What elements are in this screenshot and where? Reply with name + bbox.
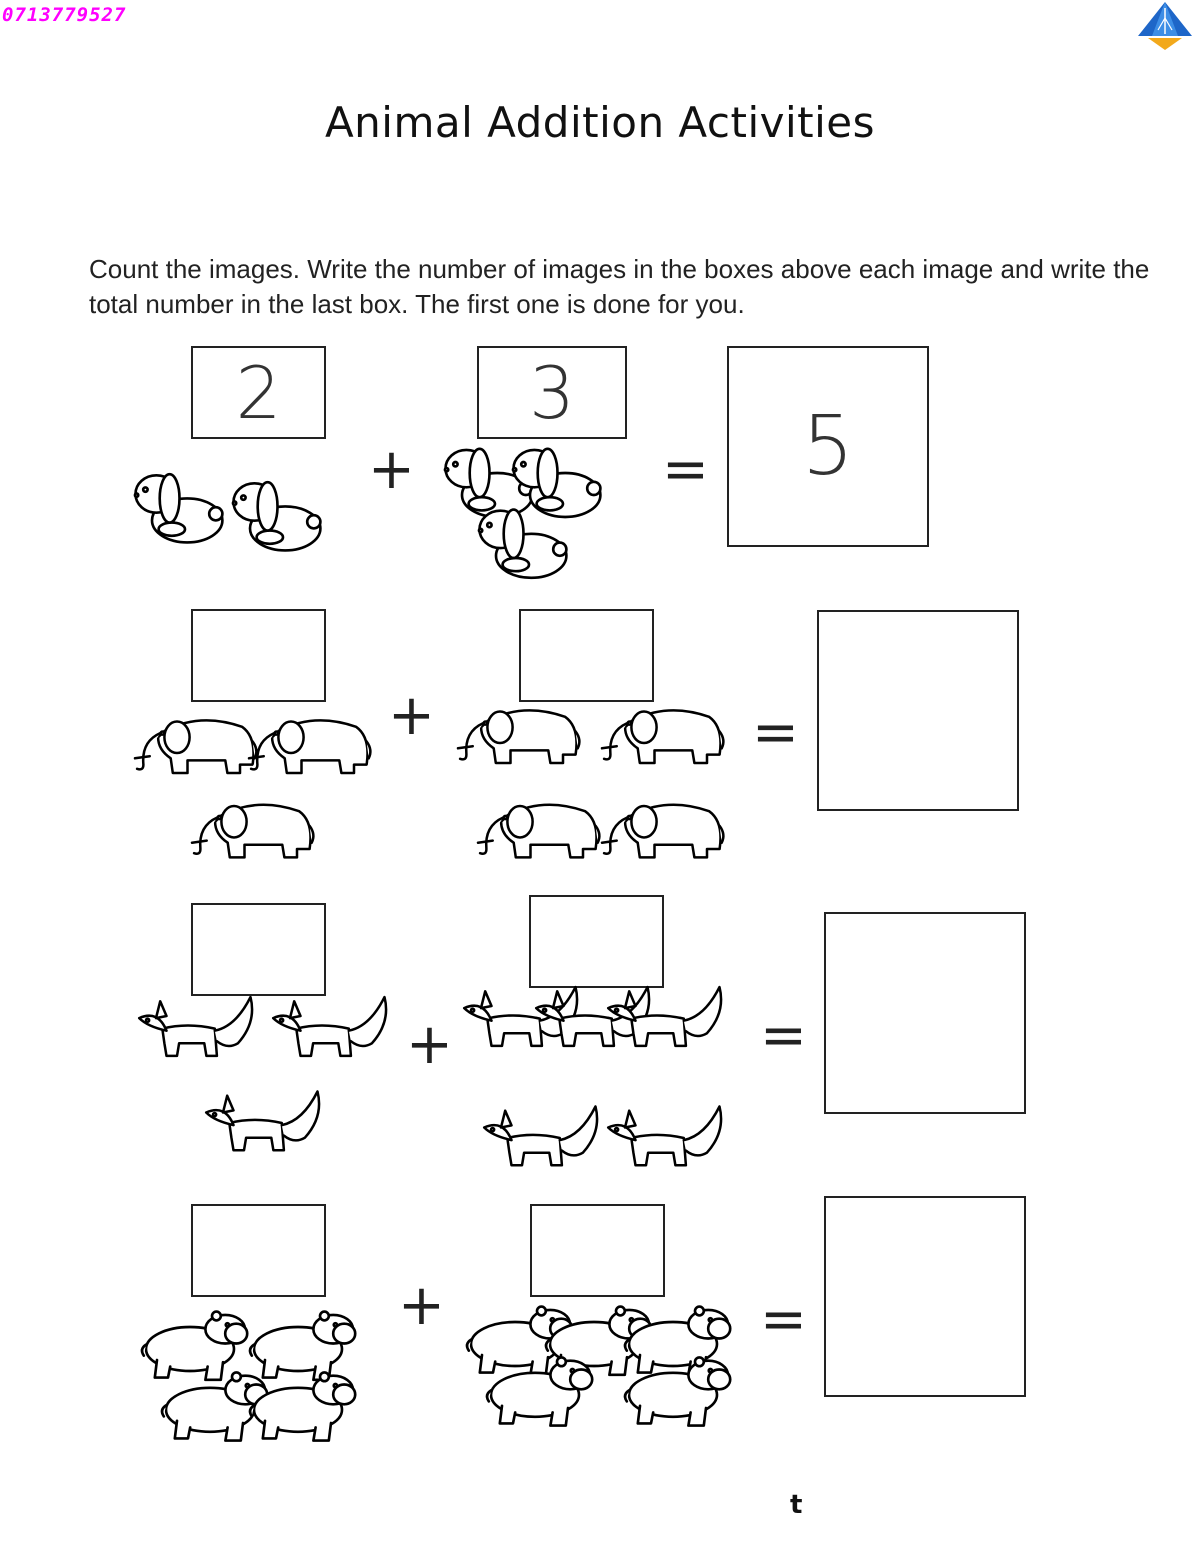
plus-sign: + — [406, 1012, 453, 1077]
answer-box-total[interactable] — [824, 912, 1026, 1114]
fox-group-right — [460, 985, 730, 1180]
hippo-figure — [142, 1312, 247, 1380]
answer-box-left[interactable] — [191, 903, 326, 996]
hippo-figure — [250, 1372, 355, 1440]
answer-box-left[interactable]: 2 — [191, 346, 326, 439]
rabbit-group-right — [440, 440, 640, 580]
elephant-group-left — [135, 710, 375, 870]
fox-figure — [484, 1107, 597, 1166]
hippo-group-right — [460, 1300, 750, 1430]
instructions-text: Count the images. Write the number of images in the boxes above each image and write the total number in the last box. The first one is done for you. — [89, 254, 1150, 319]
elephant-figure — [458, 710, 579, 763]
elephant-figure — [135, 720, 256, 773]
plus-sign: + — [368, 437, 415, 502]
fox-figure — [206, 1092, 319, 1151]
answer-box-total[interactable] — [824, 1196, 1026, 1397]
answer-box-total[interactable] — [817, 610, 1019, 811]
elephant-figure — [192, 805, 313, 858]
elephant-figure — [478, 805, 599, 858]
rabbit-group-left — [130, 440, 360, 570]
hippo-group-left — [135, 1305, 375, 1445]
elephant-group-right — [458, 700, 728, 870]
hippo-figure — [250, 1312, 355, 1380]
footer-mark: t — [790, 1490, 803, 1520]
rabbit-figure — [479, 510, 566, 578]
answer-box-left[interactable] — [191, 1204, 326, 1297]
answer-box-left[interactable] — [191, 609, 326, 702]
answer-box-total[interactable]: 5 — [727, 346, 929, 547]
elephant-figure — [249, 720, 370, 773]
fox-figure — [139, 997, 252, 1056]
fox-group-left — [135, 995, 395, 1165]
pyramid-logo-icon — [1134, 0, 1196, 54]
answer-box-right[interactable] — [529, 895, 664, 988]
answer-box-right[interactable]: 3 — [477, 346, 627, 439]
plus-sign: + — [388, 683, 435, 748]
fox-figure — [608, 1107, 721, 1166]
rabbit-figure — [233, 482, 320, 550]
plus-sign: + — [398, 1273, 445, 1338]
equals-sign: = — [760, 1003, 807, 1068]
elephant-figure — [602, 805, 723, 858]
answer-box-right[interactable] — [519, 609, 654, 702]
equals-sign: = — [752, 700, 799, 765]
equals-sign: = — [662, 437, 709, 502]
equals-sign: = — [760, 1287, 807, 1352]
rabbit-figure — [135, 474, 222, 542]
answer-box-right[interactable] — [530, 1204, 665, 1297]
fox-figure — [273, 997, 386, 1056]
page-title: Animal Addition Activities — [324, 98, 876, 147]
phone-number: 0713779527 — [2, 4, 127, 26]
elephant-figure — [602, 710, 723, 763]
